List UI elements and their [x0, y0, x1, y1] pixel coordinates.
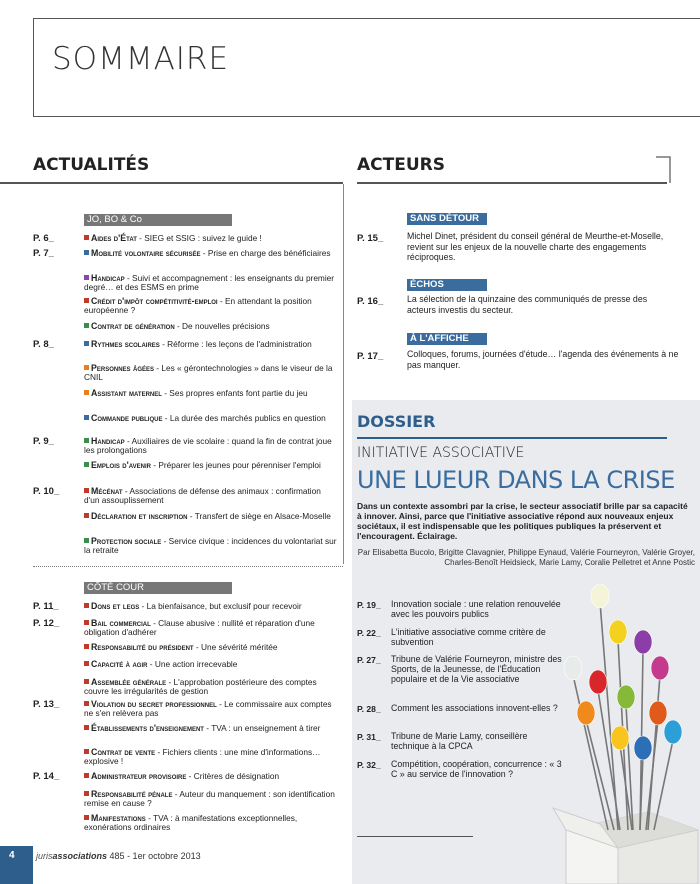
list-item[interactable] [84, 389, 338, 398]
dossier-page: P. 28_ [357, 704, 381, 714]
dossier-item[interactable]: Compétition, coopération, concurrence : « 3 C » au service de l'innovation ? [391, 759, 562, 779]
dossier-item[interactable]: Tribune de Valérie Fourneyron, ministre des Sports, de la Jeunesse, de l'Éducation populaire et de la Vie associative [391, 654, 562, 684]
list-item[interactable] [84, 772, 338, 781]
entry-text: - La bienfaisance, but exclusif pour recevoir [139, 601, 302, 611]
bullet-square-icon [84, 620, 89, 625]
entry-text: - De nouvelles précisions [174, 321, 270, 331]
list-item[interactable] [84, 414, 338, 423]
list-item[interactable] [84, 322, 338, 331]
entry-text: - Le commissaire aux comptes ne s'en relèvera pas [84, 699, 332, 719]
dossier-item[interactable]: L'initiative associative comme critère de subvention [391, 627, 546, 647]
entry-text: - Ses propres enfants font partie du jeu [161, 388, 308, 398]
column-divider [343, 184, 344, 564]
entry-text: - En attendant la position européenne ? [84, 296, 312, 316]
list-item[interactable] [84, 643, 338, 652]
title-box [33, 18, 700, 117]
dossier-item[interactable]: Comment les associations innovent-elles ? [391, 703, 558, 713]
brand-bold: associations [52, 851, 108, 861]
entry-text: - TVA : un enseignement à tirer [203, 723, 321, 733]
bullet-square-icon [84, 644, 89, 649]
bullet-square-icon [84, 679, 89, 684]
entry-heading: Crédit d'impôt compétitivité-emploi [91, 296, 218, 306]
acteur-text[interactable]: Michel Dinet, président du conseil général de Meurthe-et-Moselle, revient sur les enjeux de la nouvelle charte des engagements réciproques. [407, 231, 664, 262]
bullet-square-icon [84, 791, 89, 796]
bullet-square-icon [84, 365, 89, 370]
list-item[interactable] [84, 274, 338, 293]
bullet-square-icon [84, 513, 89, 518]
entry-text: - Fichiers clients : une mine d'informations… explosive ! [84, 747, 321, 767]
list-item[interactable] [84, 249, 338, 258]
dossier-page: P. 27_ [357, 655, 381, 665]
bullet-square-icon [84, 462, 89, 467]
dossier-page: P. 32_ [357, 760, 381, 770]
acteurs-rule [357, 182, 667, 184]
entry-page: P. 6_ [33, 233, 54, 244]
list-item[interactable] [84, 790, 338, 809]
dossier-page: P. 22_ [357, 628, 381, 638]
entry-heading: Manifestations [91, 813, 146, 823]
bullet-square-icon [84, 298, 89, 303]
list-item[interactable] [84, 487, 338, 506]
entry-text: - Préparer les jeunes pour pérenniser l'emploi [150, 460, 321, 470]
entry-heading: Contrat de vente [91, 747, 156, 757]
a-l-affiche-tag: À L'AFFICHE [407, 333, 487, 345]
page-title: SOMMAIRE [52, 41, 230, 77]
brand-light: juris [36, 851, 53, 861]
list-item[interactable] [84, 512, 338, 521]
dossier-item[interactable]: Innovation sociale : une relation renouvelée avec les pouvoirs publics [391, 599, 561, 619]
entry-page: P. 7_ [33, 248, 54, 259]
entry-page: P. 14_ [33, 771, 60, 782]
bullet-square-icon [84, 415, 89, 420]
entry-text: - Suivi et accompagnement : les enseignants du premier degré… et des ESMS en prime [84, 273, 335, 293]
corner-bracket-icon [655, 156, 671, 184]
list-item[interactable] [84, 619, 338, 638]
list-item[interactable] [84, 364, 338, 383]
entry-text: - Critères de désignation [186, 771, 280, 781]
list-item[interactable] [84, 724, 338, 733]
entry-heading: Déclaration et inscription [91, 511, 188, 521]
dossier-rule [357, 437, 667, 439]
entry-heading: Assistant maternel [91, 388, 162, 398]
entry-text: - Auxiliaires de vie scolaire : quand la fin de contrat joue les prolongations [84, 436, 332, 456]
entry-page: P. 12_ [33, 618, 60, 629]
bullet-square-icon [84, 603, 89, 608]
entry-text: - Les « gérontechnologies » dans le viseur de la CNIL [84, 363, 333, 383]
dossier-chapo: Dans un contexte assombri par la crise, le secteur associatif brille par sa capacité à innover. Ainsi, parce que l'initiative associative répond aux nouveaux enjeux sociétaux, il est indispensable que les politiques publiques la préservent et l'encouragent. Éclairage. [357, 501, 688, 541]
entry-heading: Responsabilité du président [91, 642, 194, 652]
entry-heading: Handicap [91, 273, 125, 283]
jo-bo-tag: JO, BO & Co [84, 214, 232, 226]
list-item[interactable] [84, 678, 338, 697]
list-item[interactable] [84, 537, 338, 556]
entry-text: - Prise en charge des bénéficiaires [200, 248, 331, 258]
entry-text: - L'approbation postérieure des comptes couvre les irrégularités de gestion [84, 677, 317, 697]
actualites-heading: ACTUALITÉS [33, 155, 150, 175]
bullet-square-icon [84, 538, 89, 543]
entry-heading: Violation du secret professionnel [91, 699, 217, 709]
entry-text: - Transfert de siège en Alsace-Moselle [187, 511, 331, 521]
actualites-rule [0, 182, 343, 184]
entry-text: - La durée des marchés publics en question [162, 413, 326, 423]
bullet-square-icon [84, 341, 89, 346]
entry-heading: Mobilité volontaire sécurisée [91, 248, 201, 258]
bullet-square-icon [84, 323, 89, 328]
entry-heading: Mécénat [91, 486, 123, 496]
entry-heading: Dons et legs [91, 601, 140, 611]
footer-issue [36, 851, 201, 861]
acteur-text[interactable]: La sélection de la quinzaine des communiqués de presse des acteurs investis du secteur. [407, 294, 648, 315]
dossier-page: P. 31_ [357, 732, 381, 742]
list-item[interactable] [84, 700, 338, 719]
dossier-end-rule [357, 836, 473, 837]
bullet-square-icon [84, 773, 89, 778]
entry-heading: Contrat de génération [91, 321, 175, 331]
acteurs-heading: ACTEURS [357, 155, 445, 175]
dossier-page: P. 19_ [357, 600, 381, 610]
dossier-title[interactable]: UNE LUEUR DANS LA CRISE [357, 466, 675, 494]
entry-heading: Assemblée générale [91, 677, 167, 687]
entry-heading: Aides d'État [91, 233, 137, 243]
entry-text: - Clause abusive : nullité et réparation d'une obligation d'adhérer [84, 618, 315, 638]
entry-heading: Handicap [91, 436, 125, 446]
dossier-item[interactable]: Tribune de Marie Lamy, conseillère technique à la CPCA [391, 731, 528, 751]
bullet-square-icon [84, 235, 89, 240]
bullet-square-icon [84, 390, 89, 395]
entry-text: - Associations de défense des animaux : confirmation d'un assouplissement [84, 486, 321, 506]
list-item[interactable] [84, 461, 338, 470]
entry-text: - Auteur du manquement : son identification remise en cause ? [84, 789, 335, 809]
list-item[interactable] [84, 340, 338, 349]
list-item[interactable] [84, 748, 338, 767]
entry-text: - Une sévérité méritée [193, 642, 278, 652]
echos-tag: ÉCHOS [407, 279, 487, 291]
acteur-page: P. 15_ [357, 233, 384, 244]
entry-heading: Personnes âgées [91, 363, 154, 373]
bullet-square-icon [84, 701, 89, 706]
entry-page: P. 9_ [33, 436, 54, 447]
bullet-square-icon [84, 725, 89, 730]
entry-heading: Bail commercial [91, 618, 151, 628]
dossier-kicker: INITIATIVE ASSOCIATIVE [357, 445, 525, 461]
entry-heading: Capacité à agir [91, 659, 148, 669]
issue-info: 485 - 1er octobre 2013 [107, 851, 201, 861]
entry-heading: Emplois d'avenir [91, 460, 151, 470]
bullet-square-icon [84, 250, 89, 255]
acteur-page: P. 17_ [357, 351, 384, 362]
acteur-text[interactable]: Colloques, forums, journées d'étude… l'agenda des événements à ne pas manquer. [407, 349, 679, 370]
entry-heading: Protection sociale [91, 536, 162, 546]
list-item[interactable] [84, 602, 338, 611]
entry-text: - TVA : à manifestations exceptionnelles, exonérations ordinaires [84, 813, 298, 833]
list-item[interactable] [84, 814, 338, 833]
sans-detour-tag: SANS DÉTOUR [407, 213, 487, 225]
bullet-square-icon [84, 815, 89, 820]
acteur-page: P. 16_ [357, 296, 384, 307]
entry-heading: Rythmes scolaires [91, 339, 160, 349]
entry-heading: Établissements d'enseignement [91, 723, 204, 733]
bullet-square-icon [84, 438, 89, 443]
dossier-heading: DOSSIER [357, 412, 436, 431]
page-number: 4 [0, 846, 33, 884]
entry-page: P. 10_ [33, 486, 60, 497]
entry-text: - Service civique : incidences du volontariat sur la retraite [84, 536, 337, 556]
section-separator [33, 566, 343, 567]
cote-cour-tag: CÔTÉ COUR [84, 582, 232, 594]
entry-heading: Administrateur provisoire [91, 771, 187, 781]
list-item[interactable] [84, 660, 338, 669]
entry-text: - Réforme : les leçons de l'administration [159, 339, 312, 349]
bullet-square-icon [84, 488, 89, 493]
entry-heading: Commande publique [91, 413, 163, 423]
bullet-square-icon [84, 661, 89, 666]
entry-page: P. 13_ [33, 699, 60, 710]
dossier-authors: Par Elisabetta Bucolo, Brigitte Clavagnier, Philippe Eynaud, Valérie Fourneyron, Valérie Groyer, Charles-Benoît Heidsieck, Marie Lamy, Coralie Pelletret et Anne Postic [357, 548, 695, 567]
bullet-square-icon [84, 275, 89, 280]
entry-heading: Responsabilité pénale [91, 789, 173, 799]
list-item[interactable] [84, 234, 338, 243]
bullet-square-icon [84, 749, 89, 754]
entry-text: - SIEG et SSIG : suivez le guide ! [136, 233, 262, 243]
entry-page: P. 8_ [33, 339, 54, 350]
entry-page: P. 11_ [33, 601, 59, 612]
lightbulb-pencils-illustration [548, 580, 700, 884]
entry-text: - Une action irrecevable [147, 659, 238, 669]
list-item[interactable] [84, 437, 338, 456]
list-item[interactable] [84, 297, 338, 316]
